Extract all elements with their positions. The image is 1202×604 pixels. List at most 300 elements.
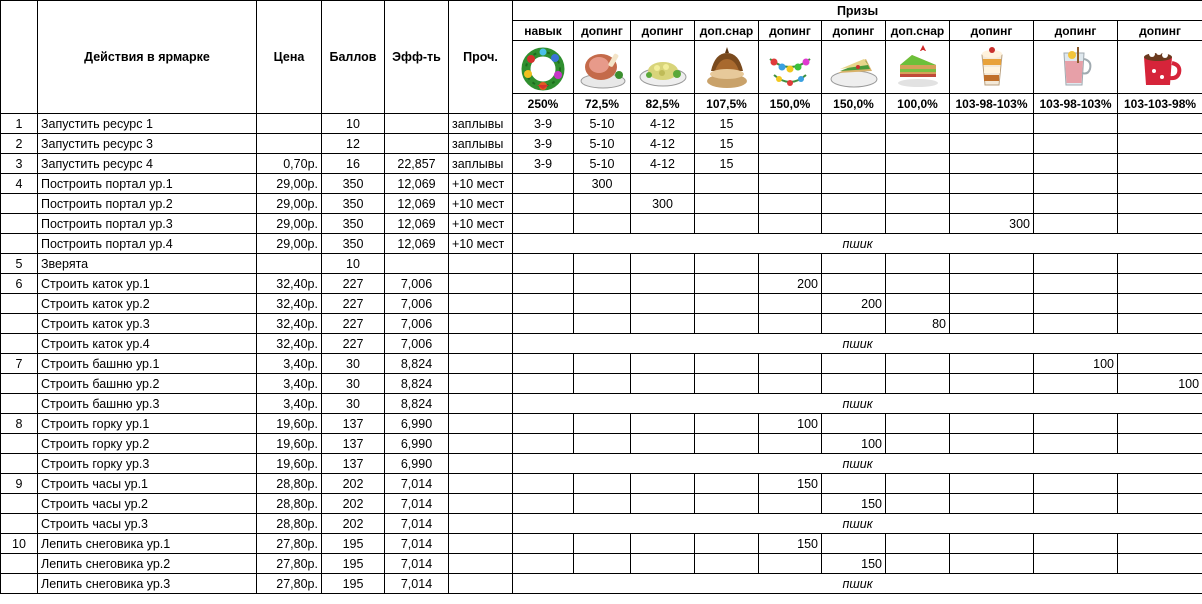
- points-cell: 30: [322, 374, 385, 394]
- prize-value-cell: [886, 494, 950, 514]
- prize-value-cell: [886, 114, 950, 134]
- price-cell: 28,80р.: [257, 474, 322, 494]
- prize-value-cell: [513, 274, 574, 294]
- prize-value-cell: 150: [759, 474, 822, 494]
- prize-name: допинг: [759, 21, 822, 41]
- other-cell: +10 мест: [449, 234, 513, 254]
- other-cell: [449, 474, 513, 494]
- table-row: [1, 534, 1202, 554]
- action-name: Строить каток ур.2: [38, 294, 257, 314]
- action-name: Строить горку ур.3: [38, 454, 257, 474]
- prize-value-cell: [631, 294, 695, 314]
- price-cell: 29,00р.: [257, 174, 322, 194]
- chestnuts-icon: [698, 41, 755, 93]
- prize-value-cell: [513, 374, 574, 394]
- table-row: [1, 294, 1202, 314]
- prize-value-cell: [886, 154, 950, 174]
- prize-percent: 72,5%: [574, 94, 631, 114]
- price-cell: 32,40р.: [257, 294, 322, 314]
- efficiency-cell: 6,990: [385, 414, 449, 434]
- table-row: [1, 454, 1202, 474]
- table-row: [1, 254, 1202, 274]
- action-name: Лепить снеговика ур.3: [38, 574, 257, 594]
- prize-value-cell: [1034, 254, 1118, 274]
- salad-plate-icon: [634, 41, 691, 93]
- prize-value-cell: [950, 314, 1034, 334]
- prize-value-cell: [1118, 194, 1202, 214]
- table-row: [1, 194, 1202, 214]
- prize-value-cell: [513, 534, 574, 554]
- prize-value-cell: [574, 414, 631, 434]
- row-number: [1, 574, 38, 594]
- prize-value-cell: [886, 194, 950, 214]
- table-row: [1, 474, 1202, 494]
- header-efficiency: Эфф-ть: [385, 1, 449, 114]
- prize-value-cell: [1118, 274, 1202, 294]
- points-cell: 202: [322, 514, 385, 534]
- other-cell: [449, 454, 513, 474]
- prize-value-cell: [1034, 174, 1118, 194]
- table-row: [1, 174, 1202, 194]
- prize-value-cell: [822, 314, 886, 334]
- prize-value-cell: [695, 434, 759, 454]
- points-cell: 350: [322, 214, 385, 234]
- prize-value-cell: [822, 134, 886, 154]
- row-number: 5: [1, 254, 38, 274]
- efficiency-cell: 8,824: [385, 374, 449, 394]
- prize-value-cell: [631, 474, 695, 494]
- prize-value-cell: [1118, 114, 1202, 134]
- prize-value-cell: [1034, 294, 1118, 314]
- price-cell: [257, 114, 322, 134]
- row-number: [1, 214, 38, 234]
- pishik-cell: пшик: [513, 454, 1202, 474]
- table-row: [1, 394, 1202, 414]
- prize-percent: 103-103-98%: [1118, 94, 1202, 114]
- other-cell: [449, 574, 513, 594]
- prize-value-cell: [822, 194, 886, 214]
- prize-value-cell: [695, 174, 759, 194]
- prize-value-cell: [886, 414, 950, 434]
- table-row: [1, 434, 1202, 454]
- table-row: [1, 134, 1202, 154]
- row-number: [1, 514, 38, 534]
- row-number: [1, 314, 38, 334]
- prize-value-cell: [759, 114, 822, 134]
- efficiency-cell: 8,824: [385, 394, 449, 414]
- prize-name: допинг: [950, 21, 1034, 41]
- prize-value-cell: [1034, 134, 1118, 154]
- prize-value-cell: [513, 354, 574, 374]
- prize-value-cell: [950, 414, 1034, 434]
- row-number: [1, 554, 38, 574]
- prize-value-cell: [950, 114, 1034, 134]
- efficiency-cell: 6,990: [385, 454, 449, 474]
- prize-value-cell: [513, 294, 574, 314]
- points-cell: 30: [322, 354, 385, 374]
- header-points: Баллов: [322, 1, 385, 114]
- prize-value-cell: [1118, 434, 1202, 454]
- price-cell: 27,80р.: [257, 534, 322, 554]
- price-cell: 29,00р.: [257, 214, 322, 234]
- prize-value-cell: [1118, 554, 1202, 574]
- action-name: Строить каток ур.4: [38, 334, 257, 354]
- prize-value-cell: 15: [695, 134, 759, 154]
- price-cell: 32,40р.: [257, 314, 322, 334]
- prize-value-cell: [1034, 374, 1118, 394]
- efficiency-cell: 7,014: [385, 554, 449, 574]
- table-row: [1, 274, 1202, 294]
- prize-value-cell: [513, 314, 574, 334]
- prize-name: допинг: [574, 21, 631, 41]
- points-cell: 227: [322, 334, 385, 354]
- prize-value-cell: [695, 414, 759, 434]
- price-cell: 27,80р.: [257, 574, 322, 594]
- price-cell: 27,80р.: [257, 554, 322, 574]
- prize-value-cell: [513, 214, 574, 234]
- sandwich-plate-icon: [825, 41, 882, 93]
- table-row: [1, 214, 1202, 234]
- prize-value-cell: [886, 354, 950, 374]
- prize-value-cell: [695, 374, 759, 394]
- prize-value-cell: [574, 534, 631, 554]
- other-cell: +10 мест: [449, 194, 513, 214]
- row-number: 1: [1, 114, 38, 134]
- prize-value-cell: [1034, 474, 1118, 494]
- prize-value-cell: 5-10: [574, 114, 631, 134]
- ham-icon: [577, 41, 627, 93]
- prize-value-cell: [1118, 134, 1202, 154]
- prize-value-cell: 150: [822, 554, 886, 574]
- prize-value-cell: [822, 474, 886, 494]
- prize-value-cell: [886, 374, 950, 394]
- prize-value-cell: 3-9: [513, 154, 574, 174]
- price-cell: 32,40р.: [257, 334, 322, 354]
- prize-name: допинг: [1034, 21, 1118, 41]
- prize-value-cell: 3-9: [513, 134, 574, 154]
- prize-value-cell: [759, 374, 822, 394]
- efficiency-cell: [385, 134, 449, 154]
- row-number: [1, 494, 38, 514]
- prize-value-cell: [759, 554, 822, 574]
- other-cell: [449, 294, 513, 314]
- prize-icon-cell: [822, 41, 886, 94]
- prize-value-cell: [631, 434, 695, 454]
- prize-value-cell: [574, 554, 631, 574]
- efficiency-cell: 7,006: [385, 294, 449, 314]
- table-row: [1, 354, 1202, 374]
- price-cell: 0,70р.: [257, 154, 322, 174]
- other-cell: [449, 434, 513, 454]
- other-cell: [449, 554, 513, 574]
- points-cell: 350: [322, 174, 385, 194]
- prize-value-cell: [513, 174, 574, 194]
- header-price: Цена: [257, 1, 322, 114]
- row-number: 10: [1, 534, 38, 554]
- points-cell: 137: [322, 414, 385, 434]
- other-cell: [449, 334, 513, 354]
- pishik-cell: пшик: [513, 514, 1202, 534]
- price-cell: [257, 254, 322, 274]
- header-row-1: [1, 1, 1202, 21]
- efficiency-cell: 7,006: [385, 274, 449, 294]
- prize-value-cell: [950, 494, 1034, 514]
- other-cell: [449, 514, 513, 534]
- prize-percent: 250%: [513, 94, 574, 114]
- prize-value-cell: [950, 354, 1034, 374]
- prize-value-cell: [950, 134, 1034, 154]
- prize-name: навык: [513, 21, 574, 41]
- price-cell: 28,80р.: [257, 494, 322, 514]
- points-cell: 195: [322, 554, 385, 574]
- prize-value-cell: 4-12: [631, 154, 695, 174]
- prize-value-cell: [950, 374, 1034, 394]
- prize-value-cell: [574, 214, 631, 234]
- points-cell: 137: [322, 434, 385, 454]
- prize-value-cell: [631, 174, 695, 194]
- prize-value-cell: [1034, 534, 1118, 554]
- price-cell: 3,40р.: [257, 394, 322, 414]
- efficiency-cell: 12,069: [385, 194, 449, 214]
- points-cell: 227: [322, 294, 385, 314]
- points-cell: 202: [322, 474, 385, 494]
- prize-value-cell: [695, 314, 759, 334]
- price-cell: 29,00р.: [257, 194, 322, 214]
- prize-value-cell: [1118, 414, 1202, 434]
- price-cell: 19,60р.: [257, 454, 322, 474]
- efficiency-cell: 7,006: [385, 314, 449, 334]
- row-number: [1, 454, 38, 474]
- prize-percent: 82,5%: [631, 94, 695, 114]
- action-name: Построить портал ур.3: [38, 214, 257, 234]
- prize-value-cell: [631, 274, 695, 294]
- prize-value-cell: [1034, 494, 1118, 514]
- efficiency-cell: 12,069: [385, 234, 449, 254]
- prize-value-cell: 5-10: [574, 134, 631, 154]
- garland-icon: [762, 41, 818, 93]
- price-cell: 3,40р.: [257, 374, 322, 394]
- other-cell: [449, 534, 513, 554]
- table-row: [1, 154, 1202, 174]
- other-cell: [449, 254, 513, 274]
- table-row: [1, 574, 1202, 594]
- prize-value-cell: [574, 354, 631, 374]
- prize-value-cell: [1118, 294, 1202, 314]
- action-name: Строить горку ур.1: [38, 414, 257, 434]
- points-cell: 195: [322, 574, 385, 594]
- prize-value-cell: [886, 174, 950, 194]
- prize-value-cell: [759, 494, 822, 514]
- prize-value-cell: [631, 354, 695, 374]
- prize-value-cell: [886, 554, 950, 574]
- prize-value-cell: [695, 354, 759, 374]
- other-cell: заплывы: [449, 154, 513, 174]
- row-number: [1, 294, 38, 314]
- prize-value-cell: [513, 434, 574, 454]
- header-num: [1, 1, 38, 114]
- prize-value-cell: [695, 554, 759, 574]
- prize-value-cell: [1118, 474, 1202, 494]
- prize-value-cell: [513, 554, 574, 574]
- prize-value-cell: [886, 134, 950, 154]
- points-cell: 227: [322, 314, 385, 334]
- prize-value-cell: [759, 434, 822, 454]
- row-number: 6: [1, 274, 38, 294]
- prize-icon-cell: [886, 41, 950, 94]
- prize-value-cell: [950, 554, 1034, 574]
- efficiency-cell: 7,014: [385, 534, 449, 554]
- prize-value-cell: 100: [1034, 354, 1118, 374]
- other-cell: [449, 494, 513, 514]
- prize-percent: 103-98-103%: [1034, 94, 1118, 114]
- price-cell: 28,80р.: [257, 514, 322, 534]
- prize-icon-cell: [759, 41, 822, 94]
- prize-value-cell: 4-12: [631, 114, 695, 134]
- prize-value-cell: [695, 294, 759, 314]
- prize-value-cell: [574, 274, 631, 294]
- other-cell: +10 мест: [449, 214, 513, 234]
- action-name: Лепить снеговика ур.1: [38, 534, 257, 554]
- points-cell: 12: [322, 134, 385, 154]
- points-cell: 10: [322, 114, 385, 134]
- prize-value-cell: 15: [695, 114, 759, 134]
- points-cell: 350: [322, 234, 385, 254]
- prize-name: допинг: [822, 21, 886, 41]
- efficiency-cell: 7,006: [385, 334, 449, 354]
- prize-value-cell: [822, 214, 886, 234]
- action-name: Запустить ресурс 4: [38, 154, 257, 174]
- prize-value-cell: [513, 494, 574, 514]
- other-cell: +10 мест: [449, 174, 513, 194]
- prize-value-cell: [695, 194, 759, 214]
- points-cell: 10: [322, 254, 385, 274]
- prize-value-cell: [631, 254, 695, 274]
- action-name: Строить башню ур.1: [38, 354, 257, 374]
- prize-value-cell: 80: [886, 314, 950, 334]
- prize-icon-cell: [631, 41, 695, 94]
- prize-value-cell: 4-12: [631, 134, 695, 154]
- points-cell: 16: [322, 154, 385, 174]
- prize-value-cell: [1034, 414, 1118, 434]
- table-row: [1, 374, 1202, 394]
- prize-value-cell: [631, 374, 695, 394]
- row-number: [1, 234, 38, 254]
- prize-value-cell: [950, 474, 1034, 494]
- wreath-icon: [516, 41, 570, 93]
- prize-value-cell: [513, 414, 574, 434]
- prize-value-cell: [513, 474, 574, 494]
- prize-value-cell: [1118, 354, 1202, 374]
- points-cell: 137: [322, 454, 385, 474]
- action-name: Построить портал ур.1: [38, 174, 257, 194]
- prize-icon-cell: [695, 41, 759, 94]
- prize-value-cell: [950, 294, 1034, 314]
- prize-value-cell: [1034, 214, 1118, 234]
- action-name: Построить портал ур.2: [38, 194, 257, 214]
- row-number: 7: [1, 354, 38, 374]
- pishik-cell: пшик: [513, 234, 1202, 254]
- action-name: Строить часы ур.1: [38, 474, 257, 494]
- prize-value-cell: [950, 274, 1034, 294]
- table-body: [1, 114, 1202, 594]
- row-number: [1, 194, 38, 214]
- prize-percent: 100,0%: [886, 94, 950, 114]
- table-row: [1, 494, 1202, 514]
- action-name: Строить каток ур.3: [38, 314, 257, 334]
- prize-value-cell: [886, 534, 950, 554]
- efficiency-cell: 7,014: [385, 574, 449, 594]
- efficiency-cell: 7,014: [385, 474, 449, 494]
- efficiency-cell: 12,069: [385, 214, 449, 234]
- table-row: [1, 554, 1202, 574]
- prize-value-cell: 150: [822, 494, 886, 514]
- prize-value-cell: [1118, 254, 1202, 274]
- prize-value-cell: 200: [759, 274, 822, 294]
- prize-value-cell: [1034, 434, 1118, 454]
- other-cell: [449, 354, 513, 374]
- prize-value-cell: [759, 134, 822, 154]
- prize-value-cell: [1118, 154, 1202, 174]
- action-name: Строить башню ур.3: [38, 394, 257, 414]
- points-cell: 30: [322, 394, 385, 414]
- header-action: Действия в ярмарке: [38, 1, 257, 114]
- action-name: Запустить ресурс 1: [38, 114, 257, 134]
- prize-value-cell: [574, 474, 631, 494]
- pishik-cell: пшик: [513, 394, 1202, 414]
- prize-value-cell: 100: [759, 414, 822, 434]
- prize-value-cell: 100: [822, 434, 886, 454]
- prize-value-cell: [1118, 314, 1202, 334]
- prize-value-cell: [759, 154, 822, 174]
- prize-value-cell: [822, 414, 886, 434]
- prize-value-cell: 15: [695, 154, 759, 174]
- prize-value-cell: [1034, 154, 1118, 174]
- price-cell: [257, 134, 322, 154]
- prize-value-cell: [822, 274, 886, 294]
- other-cell: [449, 414, 513, 434]
- prize-value-cell: [631, 534, 695, 554]
- prize-value-cell: 300: [574, 174, 631, 194]
- other-cell: заплывы: [449, 114, 513, 134]
- prize-value-cell: [886, 434, 950, 454]
- cake-slice-icon: [889, 41, 946, 93]
- prize-percent: 150,0%: [822, 94, 886, 114]
- prize-value-cell: [950, 174, 1034, 194]
- prize-name: допинг: [631, 21, 695, 41]
- row-number: 2: [1, 134, 38, 154]
- prize-value-cell: 100: [1118, 374, 1202, 394]
- price-cell: 29,00р.: [257, 234, 322, 254]
- points-cell: 195: [322, 534, 385, 554]
- prize-name: доп.снар: [695, 21, 759, 41]
- prize-value-cell: [886, 294, 950, 314]
- prize-value-cell: [886, 274, 950, 294]
- prize-value-cell: [950, 254, 1034, 274]
- prize-value-cell: [822, 374, 886, 394]
- row-number: [1, 334, 38, 354]
- prize-icon-cell: [574, 41, 631, 94]
- cocoa-mug-icon: [1121, 41, 1199, 93]
- efficiency-cell: 12,069: [385, 174, 449, 194]
- prize-value-cell: [1034, 114, 1118, 134]
- prize-value-cell: [631, 414, 695, 434]
- prize-value-cell: [574, 494, 631, 514]
- prize-value-cell: [822, 354, 886, 374]
- prize-value-cell: [695, 494, 759, 514]
- prize-value-cell: [574, 434, 631, 454]
- prize-value-cell: [513, 254, 574, 274]
- prize-value-cell: [1118, 494, 1202, 514]
